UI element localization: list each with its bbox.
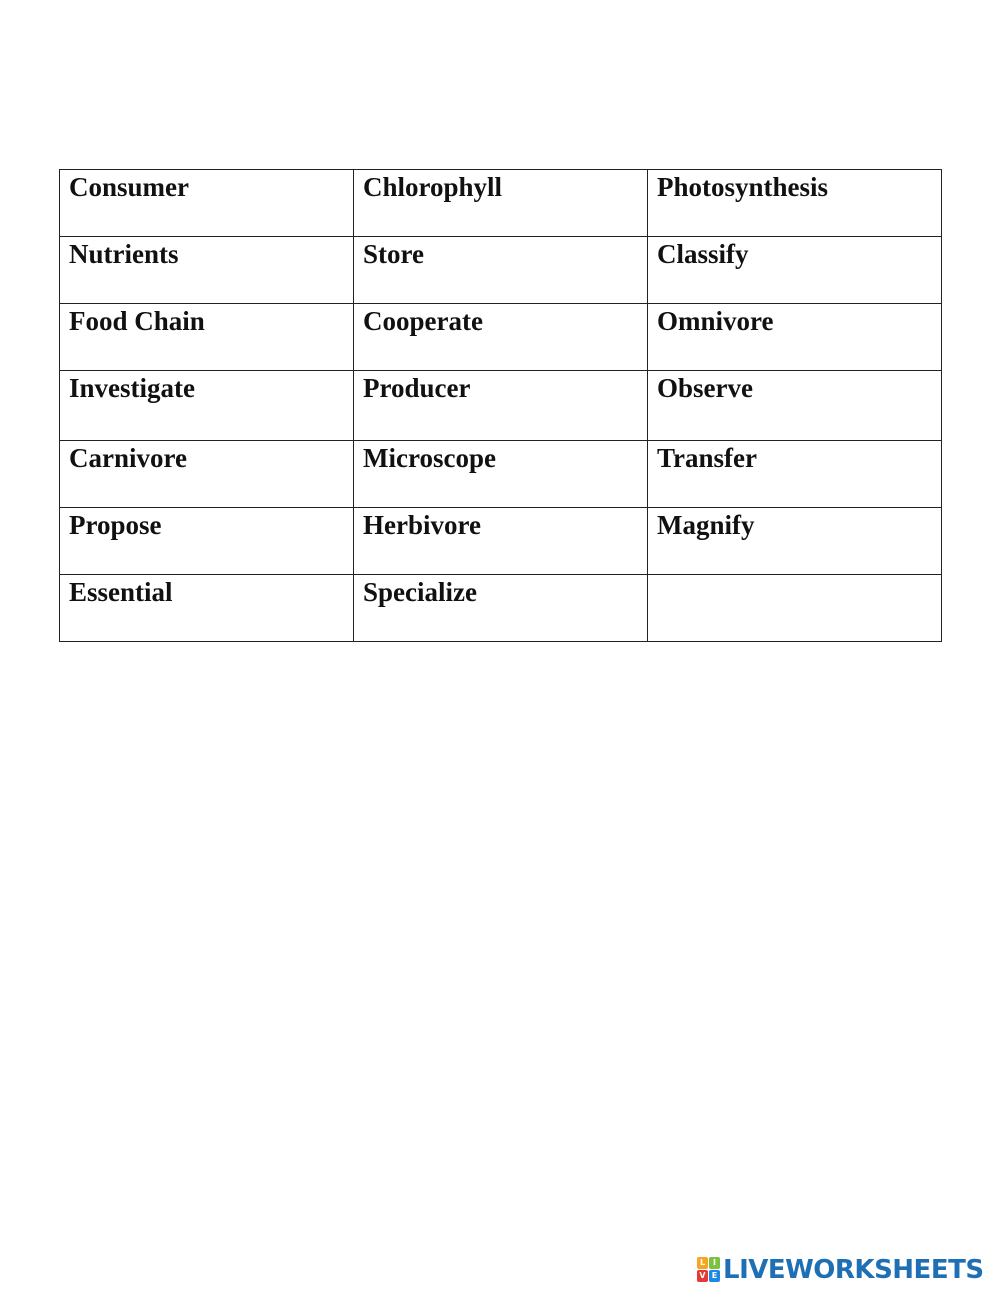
table-cell: Chlorophyll xyxy=(354,170,648,237)
table-cell: Magnify xyxy=(648,508,942,575)
logo-block: I xyxy=(709,1257,720,1269)
table-cell: Store xyxy=(354,237,648,304)
table-cell: Food Chain xyxy=(60,304,354,371)
table-cell: Consumer xyxy=(60,170,354,237)
table-cell: Carnivore xyxy=(60,441,354,508)
table-cell: Herbivore xyxy=(354,508,648,575)
logo-block: L xyxy=(697,1257,708,1269)
brand-name: LIVEWORKSHEETS xyxy=(723,1255,984,1285)
table-cell: Cooperate xyxy=(354,304,648,371)
table-cell: Microscope xyxy=(354,441,648,508)
table-cell: Essential xyxy=(60,575,354,642)
table-row xyxy=(60,304,942,371)
blocks-logo-icon xyxy=(697,1257,721,1283)
table-cell xyxy=(648,575,942,642)
table-cell: Omnivore xyxy=(648,304,942,371)
table-cell: Observe xyxy=(648,371,942,441)
logo-block: V xyxy=(697,1270,708,1282)
table-cell: Transfer xyxy=(648,441,942,508)
table-row xyxy=(60,237,942,304)
table-cell: Propose xyxy=(60,508,354,575)
table-cell: Nutrients xyxy=(60,237,354,304)
table-row xyxy=(60,508,942,575)
liveworksheets-logo xyxy=(697,1255,984,1285)
table-row xyxy=(60,170,942,237)
table-cell: Investigate xyxy=(60,371,354,441)
table-row xyxy=(60,441,942,508)
table-row xyxy=(60,575,942,642)
table-cell: Producer xyxy=(354,371,648,441)
table-cell: Photosynthesis xyxy=(648,170,942,237)
table-cell: Specialize xyxy=(354,575,648,642)
vocabulary-table xyxy=(59,169,942,642)
logo-block: E xyxy=(709,1270,720,1282)
table-row xyxy=(60,371,942,441)
table-cell: Classify xyxy=(648,237,942,304)
